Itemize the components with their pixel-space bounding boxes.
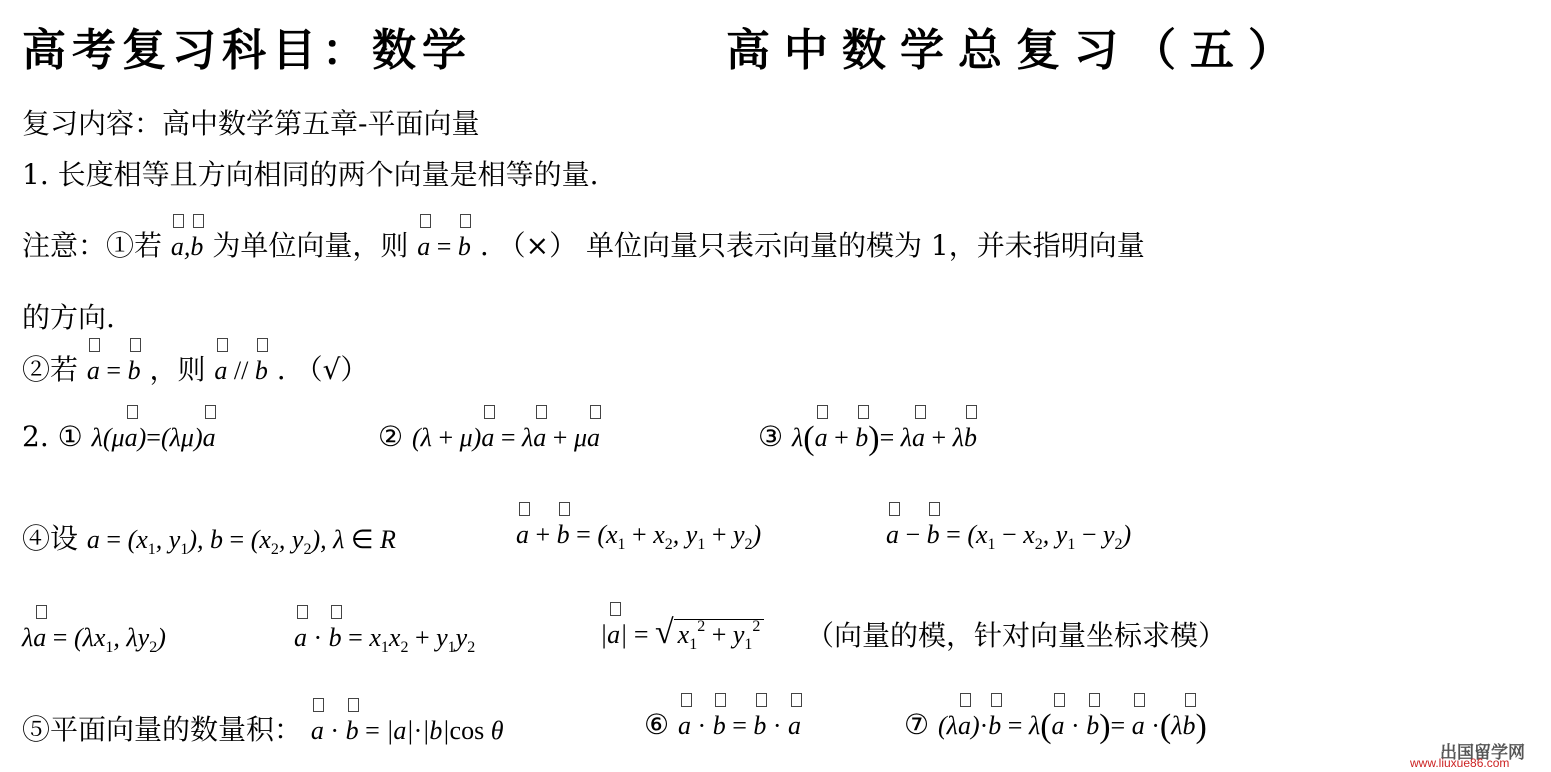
review-content: 复习内容：高中数学第五章-平面向量 xyxy=(22,107,480,140)
formula-scalar: $\lambda a = (\lambda x_1$, $\lambda y_2$) xyxy=(22,623,166,656)
item-2: 2. ① λ(μa)=(λμ)a xyxy=(22,420,216,453)
formula-3: ③ λ(a + b)= λa + λb xyxy=(758,420,977,457)
note-line: 注意：①若 a,b 为单位向量，则 a = b . （×） 单位向量只表示向量的模为 1，并未指明向量 xyxy=(22,229,1145,262)
p2-end: . （√） xyxy=(276,353,369,386)
formula-1-label: ① xyxy=(57,420,83,453)
formula-4-diff: $a - b = (x_1 - x_2$, $y_1 - y_2$) xyxy=(886,520,1132,553)
p2-mid: ，则 xyxy=(149,353,206,386)
point-2: ②若 a = b ，则 a // b . （√） xyxy=(22,353,369,386)
note-end: . （×） 单位向量只表示向量的模为 1，并未指明向量 xyxy=(479,229,1145,262)
formula-2-label: ② xyxy=(378,420,404,453)
formula-6: ⑥ a · b = b · a xyxy=(644,708,802,741)
formula-3-label: ③ xyxy=(758,420,784,453)
note-continuation: 的方向. xyxy=(22,301,115,334)
item-2-label: 2. xyxy=(22,420,49,453)
formula-5-label: ⑤平面向量的数量积： xyxy=(22,713,303,746)
p2-prefix: ②若 xyxy=(22,353,79,386)
formula-dot: $a \cdot b = x_1x_2 + y_1y_2$ xyxy=(294,623,476,656)
document-subtitle: 高中数学总复习（五） xyxy=(726,25,1306,76)
formula-4-sum: $a + b = (x_1 + x_2$, $y_1 + y_2$) xyxy=(516,520,762,553)
formula-6-label: ⑥ xyxy=(644,708,670,741)
note-prefix: 注意：①若 xyxy=(22,229,163,262)
formula-7-label: ⑦ xyxy=(904,708,930,741)
modulus-note: （向量的模，针对向量坐标求模） xyxy=(806,619,1227,652)
note-mid: 为单位向量，则 xyxy=(212,229,409,262)
formula-4-label: ④设 xyxy=(22,522,79,555)
formula-4: ④设 $a = (x_1$, $y_1$), $b = (x_2$, $y_2$), λ ∈ R xyxy=(22,522,396,558)
watermark-cn: 出国留学网 xyxy=(1440,743,1525,762)
formula-7: ⑦ (λa)·b = λ(a · b)= a ·(λb) xyxy=(904,708,1207,745)
document-title: 高考复习科目：数学 xyxy=(22,25,472,76)
formula-2: ② (λ + μ)a = λa + μa xyxy=(378,420,600,453)
formula-5: ⑤平面向量的数量积： a · b = |a|·|b|cos θ xyxy=(22,713,504,746)
point-1: 1. 长度相等且方向相同的两个向量是相等的量. xyxy=(22,158,599,191)
formula-modulus: |a| = √ $x_1^2 + y_1^2$ xyxy=(600,614,764,652)
watermark-url: www.liuxue86.com xyxy=(1410,756,1510,770)
